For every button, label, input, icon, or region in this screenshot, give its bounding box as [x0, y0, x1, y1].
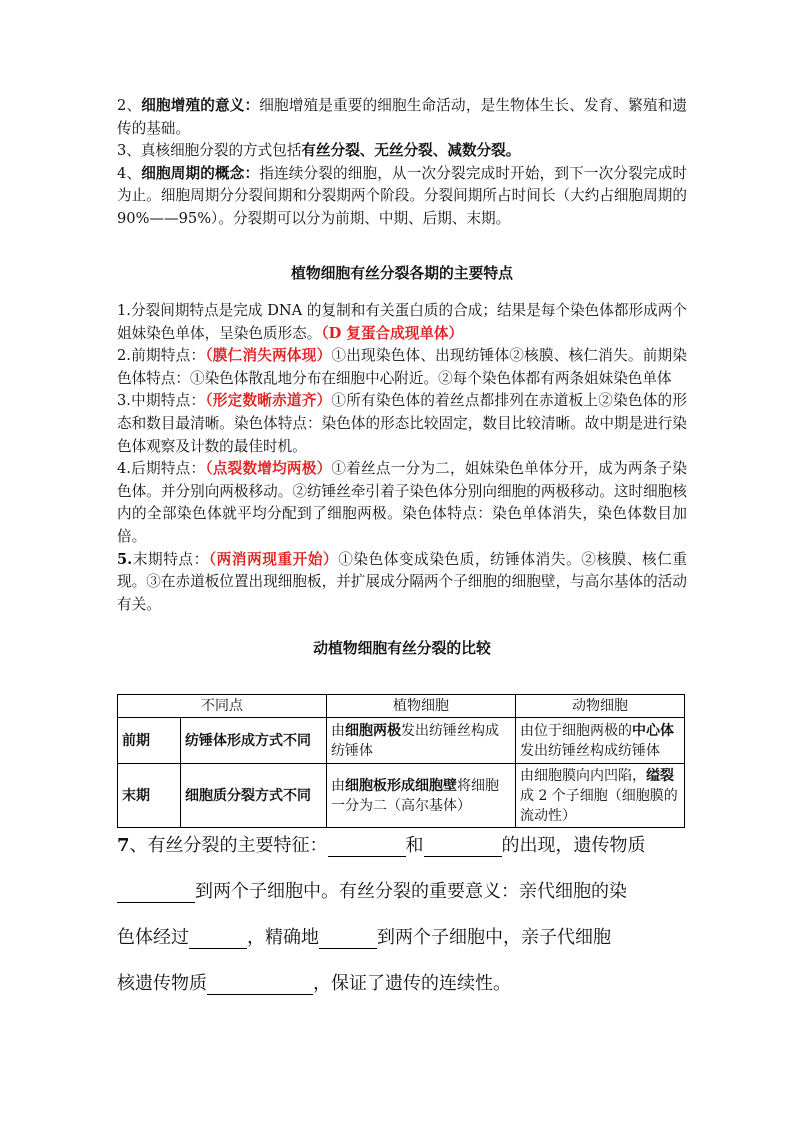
- intro-paragraph-4: 4、细胞周期的概念：指连续分裂的细胞，从一次分裂完成时开始，到下一次分裂完成时为止。细胞周期分分裂间期和分裂期两个阶段。分裂间期所占时间长（大约占细胞周期的 90%——95%）。分裂期可以分为前期、中期、后期、末期。: [117, 164, 687, 227]
- table-row: [118, 718, 685, 764]
- animal-cell-value: 由细胞膜向内凹陷，缢裂成 2 个子细胞（细胞膜的流动性）: [516, 764, 685, 828]
- header-plant-cell: 植物细胞: [327, 695, 516, 718]
- intro-section: [117, 95, 687, 231]
- mnemonic-prophase: （膜仁消失两体现）: [205, 347, 332, 365]
- table-row: [118, 764, 685, 828]
- question-line-4: 核遗传物质 ，保证了遗传的连续性。: [117, 973, 511, 994]
- answer-blank-1[interactable]: [328, 836, 406, 857]
- animal-cell-value: 由位于细胞两极的中心体发出纺锤丝构成纺锤体: [516, 718, 685, 764]
- section-title-plant-mitosis: 植物细胞有丝分裂各期的主要特点: [291, 265, 513, 282]
- stage-interphase: 1.分裂间期特点是完成 DNA 的复制和有关蛋白质的合成；结果是每个染色体都形成两个姐妹染色单体，呈染色质形态。（D 复蛋合成现单体）: [117, 302, 687, 342]
- mnemonic-metaphase: （形定数晰赤道齐）: [205, 392, 332, 410]
- question-line-3: 色体经过 ，精确地 到两个子细胞中，亲子代细胞: [117, 927, 611, 948]
- header-animal-cell: 动物细胞: [516, 695, 685, 718]
- mnemonic-interphase: （D 复蛋合成现单体）: [321, 324, 464, 342]
- point-cell: 纺锤体形成方式不同: [181, 718, 327, 764]
- stage-metaphase: 3.中期特点：（形定数晰赤道齐）①所有染色体的着丝点都排列在赤道板上②染色体的形态和数目最清晰。染色体特点：染色体的形态比较固定，数目比较清晰。故中期是进行染色体观察及计数的最佳时机。: [117, 392, 687, 455]
- stage-prophase: 2.前期特点：（膜仁消失两体现）①出现染色体、出现纺锤体②核膜、核仁消失。前期染色体特点：①染色体散乱地分布在细胞中心附近。②每个染色体都有两条姐妹染色单体: [117, 347, 687, 387]
- plant-cell-value: 由细胞板形成细胞壁将细胞一分为二（高尔基体）: [327, 764, 516, 828]
- mnemonic-anaphase: （点裂数增均两极）: [205, 460, 332, 478]
- fill-in-question: [117, 823, 687, 1007]
- phase-cell: 末期: [118, 764, 181, 828]
- comparison-table: [117, 694, 685, 828]
- answer-blank-2[interactable]: [424, 836, 502, 857]
- stage-anaphase: 4.后期特点：（点裂数增均两极）①着丝点一分为二，姐妹染色单体分开，成为两条子染色体。并分别向两极移动。②纺锤丝牵引着子染色体分别向细胞的两极移动。这时细胞核内的全部染色体就平均分配到了细胞两极。染色体特点：染色单体消失，染色体数目加倍。: [117, 460, 687, 545]
- answer-blank-4[interactable]: [189, 928, 247, 949]
- table-header-row: [118, 695, 685, 718]
- mnemonic-telophase: （两消两现重开始）: [208, 550, 339, 568]
- answer-blank-5[interactable]: [319, 928, 377, 949]
- stage-telophase: 5.末期特点：（两消两现重开始）①染色体变成染色质，纺锤体消失。②核膜、核仁重现。③在赤道板位置出现细胞板，并扩展成分隔两个子细胞的细胞壁，与高尔基体的活动有关。: [117, 550, 687, 613]
- question-number: 7: [117, 835, 130, 856]
- plant-mitosis-section: [117, 300, 687, 616]
- point-cell: 细胞质分裂方式不同: [181, 764, 327, 828]
- section-title-comparison: 动植物细胞有丝分裂的比较: [313, 640, 491, 657]
- intro-paragraph-3: 3、真核细胞分裂的方式包括有丝分裂、无丝分裂、减数分裂。: [117, 142, 521, 160]
- phase-cell: 前期: [118, 718, 181, 764]
- header-difference: 不同点: [118, 695, 327, 718]
- plant-cell-value: 由细胞两极发出纺锤丝构成纺锤体: [327, 718, 516, 764]
- question-line-2: 到两个子细胞中。有丝分裂的重要意义：亲代细胞的染: [117, 869, 687, 915]
- answer-blank-3[interactable]: [117, 882, 195, 903]
- intro-paragraph-2: 2、细胞增殖的意义：细胞增殖是重要的细胞生命活动，是生物体生长、发育、繁殖和遗传的基础。: [117, 97, 687, 137]
- answer-blank-6[interactable]: [207, 974, 313, 995]
- question-line-1: 7、有丝分裂的主要特征： 和 的出现，遗传物质: [117, 835, 646, 856]
